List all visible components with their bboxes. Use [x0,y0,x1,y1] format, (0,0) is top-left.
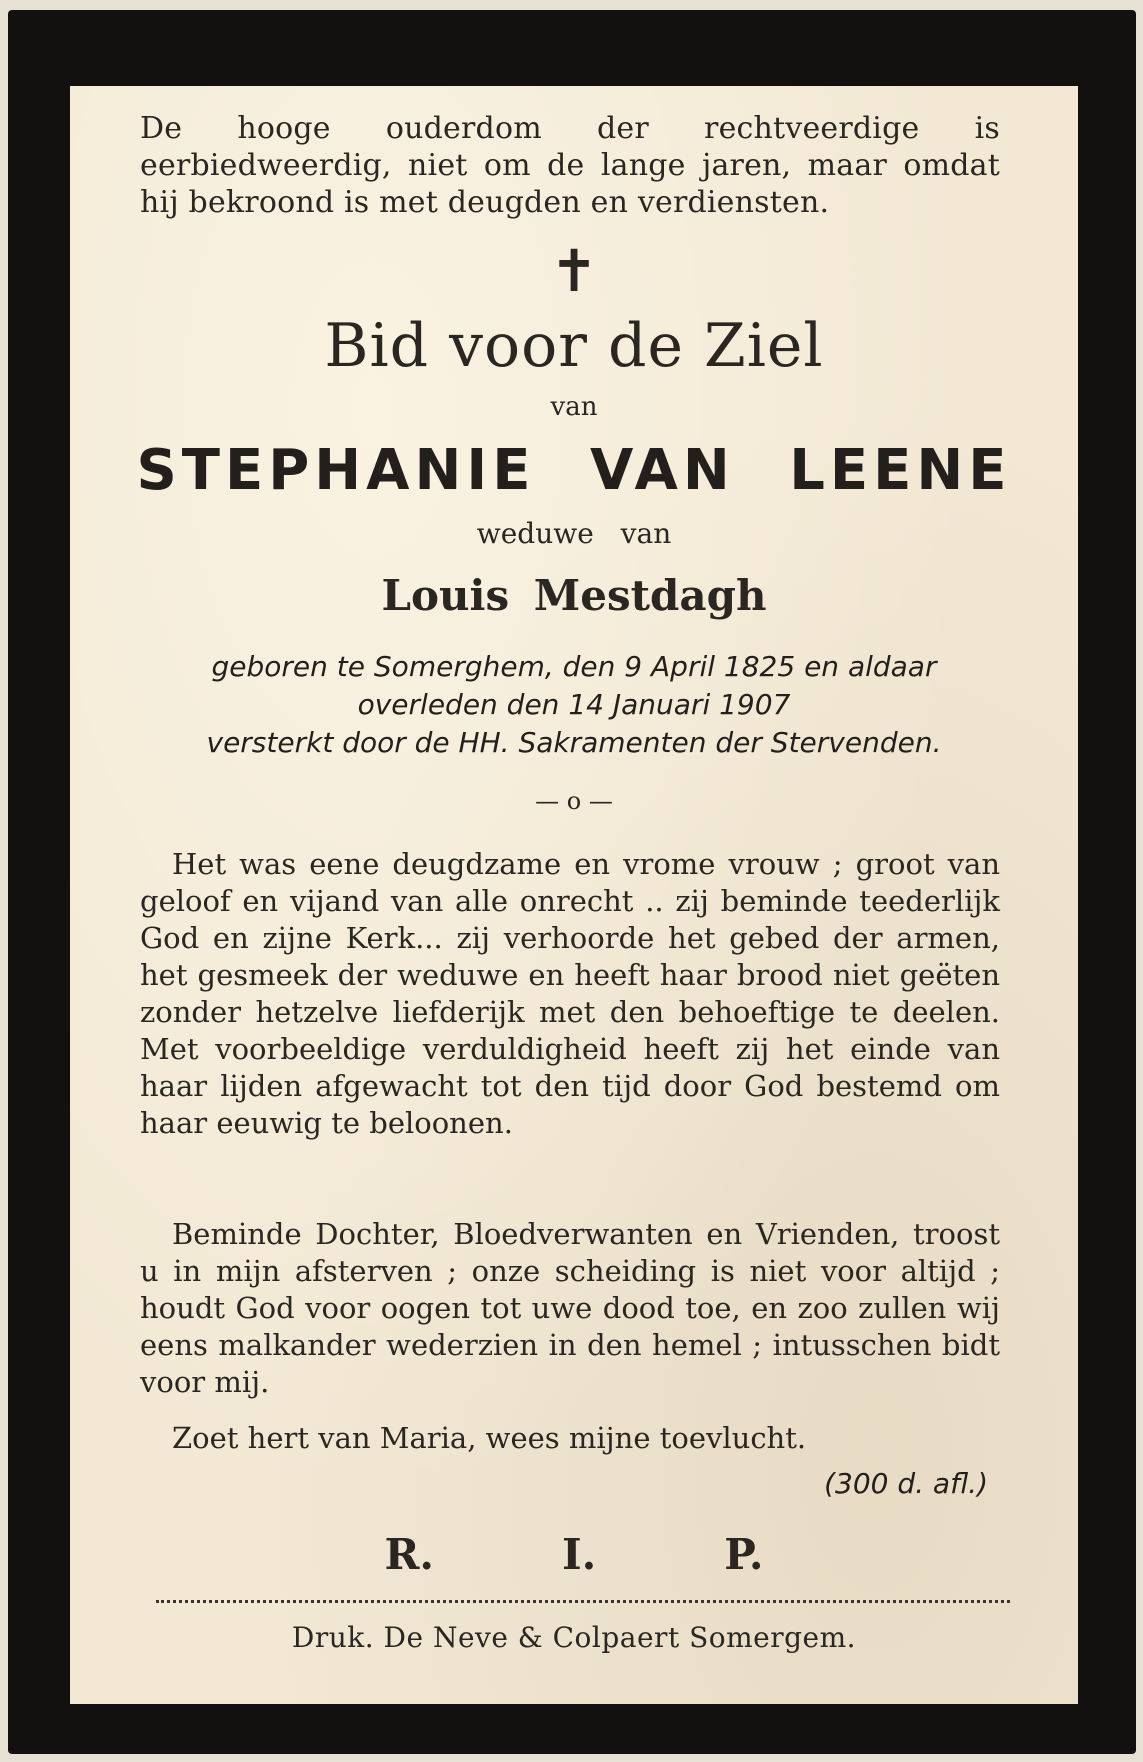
death-line: overleden den 14 Januari 1907 [357,688,791,721]
rip-letter-i: I. [561,1530,597,1579]
eulogy-paragraph: Het was eene deugdzame en vrome vrouw ; groot van geloof en vijand van alle onrecht .. zij beminde teederlijk God en zijne Kerk... zij verhoorde het gebed der armen, het gesmeek der weduwe en heeft haar brood niet geëten zonder hetzelve liefderijk met den behoeftige te deelen. Met voorbeeldige verduldigheid heeft zij het einde van haar lijden afgewacht tot den tijd door God bestemd om haar eeuwig te beloonen. [140,847,1000,1140]
sacraments-line: versterkt door de HH. Sakramenten der Stervenden. [206,726,942,759]
birth-death-details [70,648,1078,762]
epigraph: De hooge ouderdom der rechtveerdige is eerbiedweerdig, niet om de lange jaren, maar omdat hij bekroond is met deugden en verdiensten. [140,111,1000,220]
dotted-divider [156,1600,1010,1603]
rip-letter-p: P. [724,1530,764,1579]
husband-name: Louis Mestdagh [381,571,767,620]
indulgence-note: (300 d. afl.) [824,1467,988,1500]
widow-of-label: weduwe van [476,517,672,550]
deceased-name: STEPHANIE VAN LEENE [136,438,1012,503]
rip-letters [70,1530,1078,1580]
card-title: Bid voor de Ziel [324,311,824,381]
memorial-card [70,86,1078,1704]
rip-letter-r: R. [384,1530,434,1579]
printer-credit: Druk. De Neve & Colpaert Somergem. [291,1621,857,1654]
van-label: van [550,392,598,422]
farewell-paragraph: Beminde Dochter, Bloedverwanten en Vrienden, troost u in mijn afsterven ; onze scheiding is niet voor altijd ; houdt God voor oogen tot uwe dood toe, en zoo zullen wij eens malkander wederzien in den hemel ; intusschen bidt voor mij. [140,1217,1000,1399]
prayer-line: Zoet hert van Maria, wees mijne toevlucht. [172,1421,807,1455]
separator: — o — [535,787,613,815]
cross-icon: ✝ [549,237,599,305]
birth-line: geboren te Somerghem, den 9 April 1825 en aldaar [211,650,937,683]
